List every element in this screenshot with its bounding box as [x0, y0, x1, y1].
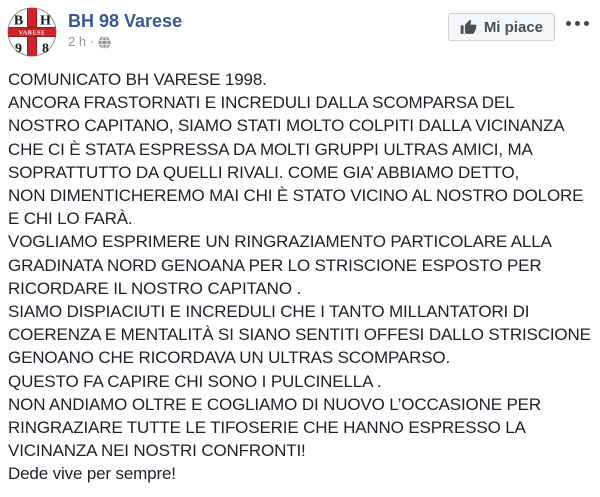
timestamp-link[interactable]: 2 h	[68, 34, 87, 49]
header-actions	[448, 13, 589, 41]
post-line: COMUNICATO BH VARESE 1998.	[8, 70, 267, 89]
post-line: VICINANZA NEI NOSTRI CONFRONTI!	[8, 441, 306, 461]
post-line: SIAMO DISPIACIUTI E INCREDULI CHE I TANTO MILLANTATORI DI	[8, 302, 530, 322]
post-line: ANCORA FRASTORNATI E INCREDULI DALLA SCOMPARSA DEL	[8, 93, 515, 113]
thumbs-up-icon	[460, 19, 477, 36]
ellipsis-dot	[566, 21, 571, 26]
crest-letter-h: H	[40, 13, 51, 29]
post-line: NOSTRO CAPITANO, SIAMO STATI MOLTO COLPITI DALLA VICINANZA	[8, 116, 565, 136]
crest-number-9: 9	[15, 41, 22, 57]
post-line: RINGRAZIARE TUTTE LE TIFOSERIE CHE HANNO ESPRESSO LA	[8, 418, 526, 438]
post-header	[0, 0, 600, 66]
post-line: SOPRATTUTTO DA QUELLI RIVALI. COME GIA’ ABBIAMO DETTO,	[8, 162, 520, 182]
post-line: COERENZA E MENTALITÀ SI SIANO SENTITI OFFESI DALLO STRISCIONE	[8, 325, 591, 345]
post-line: GENOANO CHE RICORDAVA UN ULTRAS SCOMPARSO.	[8, 348, 451, 368]
crest-number-8: 8	[42, 41, 49, 57]
post-line: VOGLIAMO ESPRIMERE UN RINGRAZIAMENTO PARTICOLARE ALLA	[8, 232, 552, 252]
globe-public-icon	[98, 36, 111, 49]
post-line: QUESTO FA CAPIRE CHI SONO I PULCINELLA .	[8, 371, 382, 391]
post-text	[0, 66, 600, 486]
header-info	[68, 11, 182, 50]
page-name-link[interactable]: BH 98 Varese	[68, 11, 183, 31]
like-button[interactable]	[448, 13, 555, 41]
meta-separator: ·	[90, 34, 95, 49]
more-options-button[interactable]	[566, 19, 589, 28]
crest-logo-icon	[7, 7, 57, 57]
crest-letter-b: B	[13, 13, 24, 29]
ellipsis-dot	[575, 21, 580, 26]
post-line: Dede vive per sempre!	[8, 464, 176, 484]
post-line: NON DIMENTICHEREMO MAI CHI È STATO VICINO AL NOSTRO DOLORE	[8, 186, 584, 206]
post-line: E CHI LO FARÀ.	[8, 209, 133, 229]
like-button-label: Mi piace	[483, 18, 543, 36]
ellipsis-dot	[584, 21, 589, 26]
post-line: NON ANDIAMO OLTRE E COGLIAMO DI NUOVO L’OCCASIONE PER	[8, 394, 541, 414]
post-line: CHE CI È STATA ESPRESSA DA MOLTI GRUPPI ULTRAS AMICI, MA	[8, 139, 533, 159]
page-avatar[interactable]	[7, 7, 57, 57]
post-line: GRADINATA NORD GENOANA PER LO STRISCIONE ESPOSTO PER	[8, 255, 542, 275]
crest-banner-text: VARESE	[18, 29, 46, 37]
post-line: RICORDARE IL NOSTRO CAPITANO .	[8, 278, 302, 298]
post-meta	[68, 34, 182, 50]
